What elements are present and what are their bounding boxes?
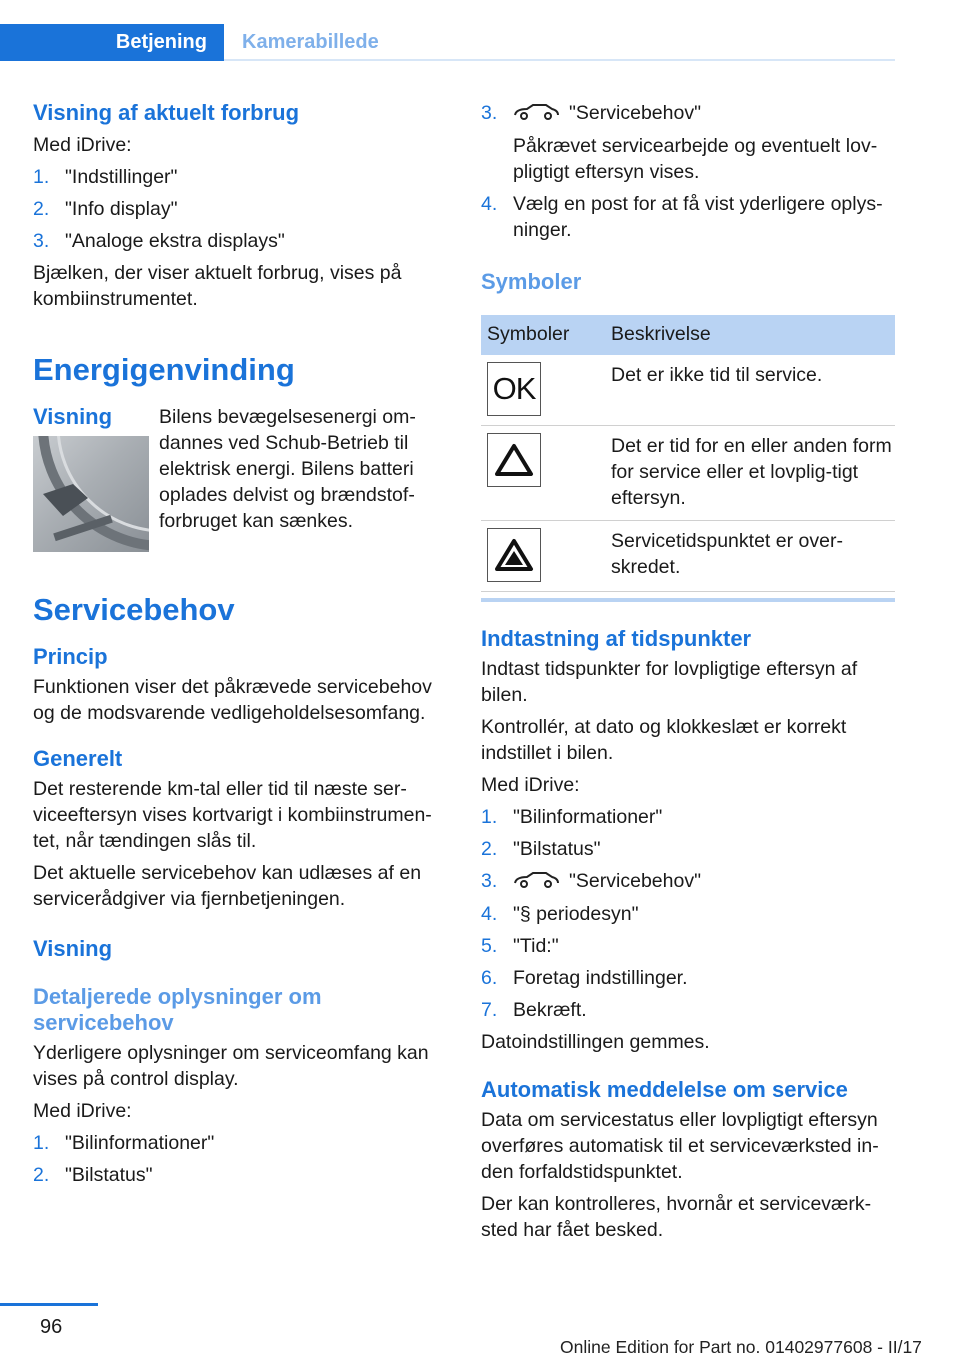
step-number: 7. bbox=[481, 998, 498, 1021]
chapter-title-energigenvinding: Energigenvinding bbox=[33, 352, 295, 387]
section-title-visning-2: Visning bbox=[33, 936, 113, 961]
table-cell-symbol bbox=[481, 425, 605, 520]
step-number: 4. bbox=[481, 902, 498, 925]
step-text: "Bilinformationer" bbox=[65, 1132, 215, 1154]
step-number: 1. bbox=[33, 166, 50, 188]
body-text: Kontrollér, at dato og klokkeslæt er korrekt indstillet i bilen. bbox=[481, 715, 847, 764]
subsection-title-detaljerede: Detaljerede oplysninger om servicebehov bbox=[33, 984, 322, 1035]
step-text: "§ periodesyn" bbox=[513, 902, 639, 925]
step-number: 4. bbox=[481, 192, 498, 215]
list-item bbox=[33, 1130, 445, 1156]
section-title-automatisk: Automatisk meddelelse om service bbox=[481, 1076, 848, 1102]
table-cell-description: Det er tid for en eller anden form for service eller et lovplig-tigt eftersyn. bbox=[605, 425, 895, 520]
list-item bbox=[33, 1162, 445, 1188]
step-number: 3. bbox=[481, 102, 498, 124]
section-title-tidspunkter: Indtastning af tidspunkter bbox=[481, 625, 752, 651]
steps-list-detaljer bbox=[33, 1130, 445, 1188]
body-text: Yderligere oplysninger om serviceomfang kan vises på control display. bbox=[33, 1042, 429, 1090]
step-text: "Analoge ekstra displays" bbox=[65, 230, 285, 252]
steps-list-tidspunkter bbox=[481, 804, 895, 1023]
body-text: Datoindstillingen gemmes. bbox=[481, 1030, 710, 1053]
table-row bbox=[481, 355, 895, 426]
list-item bbox=[33, 228, 445, 254]
section-title-visning: Visning bbox=[33, 404, 113, 429]
left-column bbox=[33, 100, 445, 1188]
step-number: 5. bbox=[481, 934, 498, 957]
header-tabbar bbox=[0, 24, 895, 61]
intro-text: Med iDrive: bbox=[33, 1100, 132, 1122]
step-number: 1. bbox=[33, 1132, 50, 1154]
table-end-rule bbox=[481, 598, 895, 602]
list-item bbox=[481, 997, 895, 1023]
energy-line: oplades delvist og brændstof- bbox=[159, 484, 415, 506]
tab-kamerabillede[interactable]: Kamerabillede bbox=[242, 31, 379, 53]
step-text: Vælg en post for at få vist yderligere oplys-ninger. bbox=[513, 192, 883, 241]
table-row bbox=[481, 425, 895, 520]
table-cell-description: Det er ikke tid til service. bbox=[605, 355, 895, 426]
footer-rule bbox=[0, 1303, 98, 1306]
page-number: 96 bbox=[40, 1316, 63, 1338]
step-text: Bekræft. bbox=[513, 998, 587, 1021]
energy-line: elektrisk energi. Bilens batteri bbox=[159, 458, 414, 480]
step-number: 1. bbox=[481, 805, 498, 828]
list-item bbox=[481, 804, 895, 830]
step-text: "Bilstatus" bbox=[513, 837, 601, 860]
step-number: 3. bbox=[33, 230, 50, 252]
step-number: 2. bbox=[481, 837, 498, 860]
step-text: "Tid:" bbox=[513, 934, 559, 957]
body-text: Det aktuelle servicebehov kan udlæses af en servicerådgiver via fjernbetjeningen. bbox=[33, 862, 422, 910]
body-text: Funktionen viser det påkrævede servicebehov og de modsvarende vedligeholdelsesomfang. bbox=[33, 676, 432, 724]
steps-list-forbrug bbox=[33, 164, 445, 254]
tab-betjening[interactable]: Betjening bbox=[0, 24, 224, 61]
energy-line: forbruget kan sænkes. bbox=[159, 510, 354, 532]
energy-text bbox=[159, 404, 416, 552]
section-title-symboler: Symboler bbox=[481, 268, 582, 294]
table-header-row bbox=[481, 315, 895, 355]
step-text: "Servicebehov" bbox=[569, 102, 701, 124]
section-title-princip: Princip bbox=[33, 644, 108, 669]
energy-line: dannes ved Schub-Betrieb til bbox=[159, 432, 409, 454]
table-header-symboler: Symboler bbox=[481, 315, 605, 355]
table-cell-symbol bbox=[481, 355, 605, 426]
step-text: "Info display" bbox=[65, 198, 178, 220]
list-item bbox=[481, 191, 895, 243]
step-text: Foretag indstillinger. bbox=[513, 966, 688, 989]
step-text: "Servicebehov" bbox=[569, 869, 701, 892]
table-row bbox=[481, 520, 895, 591]
body-text: Indtast tidspunkter for lovpligtige eftersyn af bilen. bbox=[481, 657, 858, 706]
triangle-outline-icon bbox=[487, 433, 541, 487]
ok-icon bbox=[487, 362, 541, 416]
step-subtext: Påkrævet servicearbejde og eventuelt lov-pligtigt eftersyn vises. bbox=[513, 134, 878, 183]
step-text: "Bilstatus" bbox=[65, 1164, 153, 1186]
car-icon bbox=[513, 869, 559, 895]
right-column bbox=[481, 100, 895, 1243]
table-header-beskrivelse: Beskrivelse bbox=[605, 315, 895, 355]
body-text: Der kan kontrolleres, hvornår et serviceværk-sted har fået besked. bbox=[481, 1192, 872, 1241]
chapter-title-servicebehov: Servicebehov bbox=[33, 592, 235, 627]
list-item bbox=[481, 836, 895, 862]
gauge-image bbox=[33, 436, 149, 552]
car-icon bbox=[513, 101, 559, 127]
step-number: 2. bbox=[33, 198, 50, 220]
edition-note: Online Edition for Part no. 01402977608 - II/17 bbox=[560, 1337, 922, 1357]
table-cell-symbol bbox=[481, 520, 605, 591]
section-title-aktuelt-forbrug: Visning af aktuelt forbrug bbox=[33, 100, 300, 125]
list-item bbox=[481, 965, 895, 991]
list-item bbox=[33, 196, 445, 222]
list-item bbox=[481, 868, 895, 895]
triangle-filled-icon bbox=[487, 528, 541, 582]
tab-underline bbox=[224, 59, 895, 61]
list-item bbox=[481, 100, 895, 185]
list-item bbox=[33, 164, 445, 190]
energy-line: Bilens bevægelsesenergi om- bbox=[159, 406, 416, 428]
steps-list-continued bbox=[481, 100, 895, 243]
step-text: "Bilinformationer" bbox=[513, 805, 663, 828]
table-cell-description: Servicetidspunktet er over-skredet. bbox=[605, 520, 895, 591]
ok-symbol-text: OK bbox=[492, 370, 536, 406]
symbols-table bbox=[481, 315, 895, 592]
list-item bbox=[481, 933, 895, 959]
body-text: Data om servicestatus eller lovpligtigt eftersyn overføres automatisk til et serviceværksted in-den forfaldstidspunktet. bbox=[481, 1108, 879, 1183]
step-text: "Indstillinger" bbox=[65, 166, 178, 188]
list-item bbox=[481, 901, 895, 927]
step-number: 6. bbox=[481, 966, 498, 989]
gauge-illustration-icon bbox=[33, 436, 149, 552]
section-title-generelt: Generelt bbox=[33, 746, 123, 771]
intro-text: Med iDrive: bbox=[481, 773, 580, 796]
step-number: 2. bbox=[33, 1164, 50, 1186]
body-text: Det resterende km-tal eller tid til næste ser-viceeftersyn vises kortvarigt i kombiinstrumen-tet, når tændingen slås til. bbox=[33, 778, 432, 852]
step-number: 3. bbox=[481, 869, 498, 892]
intro-text: Med iDrive: bbox=[33, 134, 132, 156]
body-text: Bjælken, der viser aktuelt forbrug, vises på kombiinstrumentet. bbox=[33, 262, 402, 310]
